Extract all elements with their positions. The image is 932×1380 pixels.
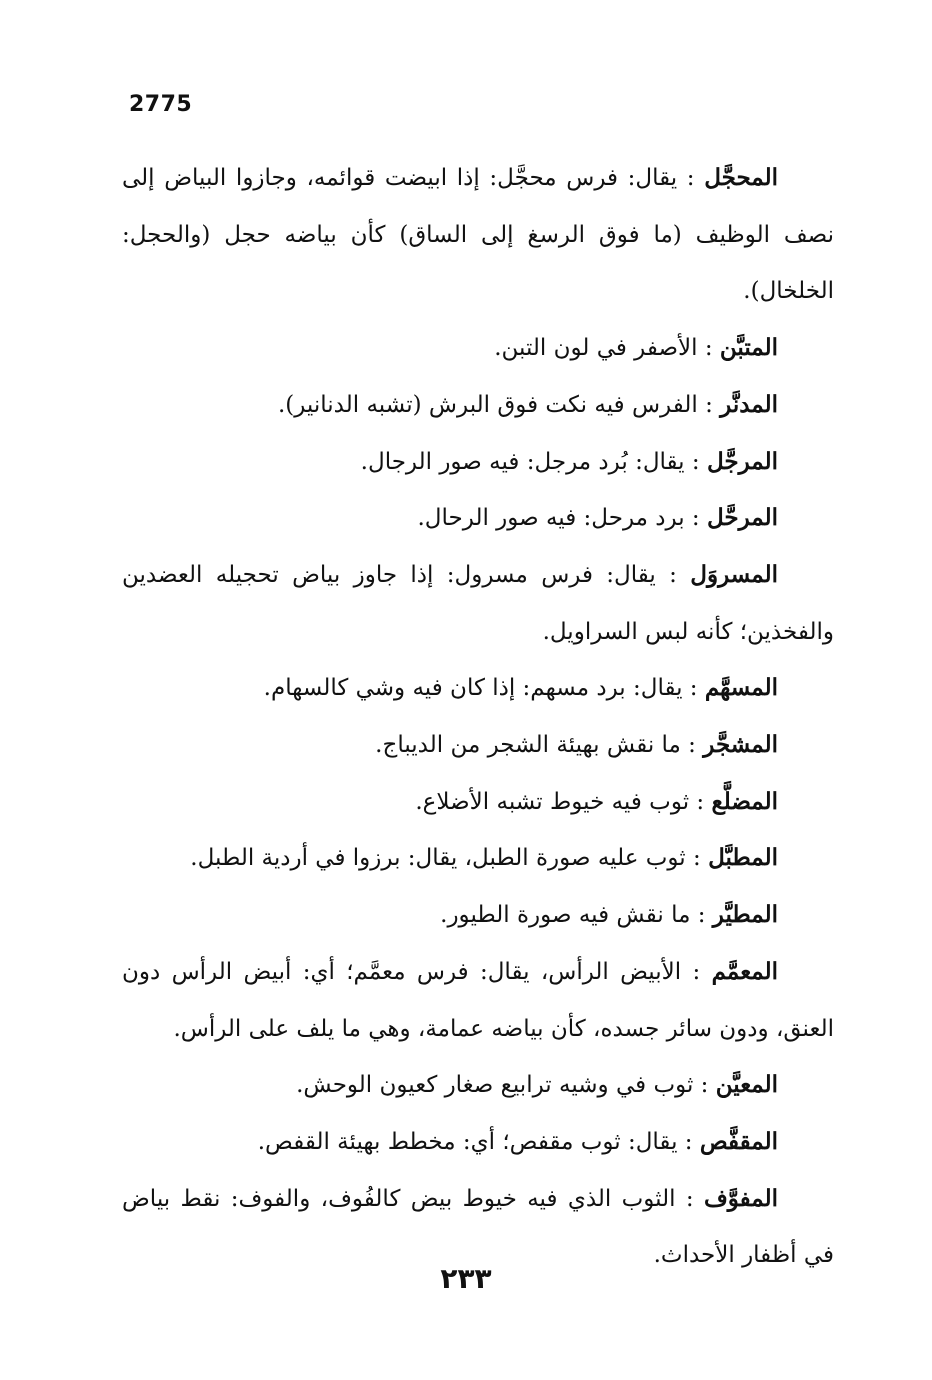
definition: : يقال: برد مسهم: إذا كان فيه وشي كالسهام. — [263, 675, 698, 702]
entry — [122, 774, 834, 831]
headword: المقفَّص — [699, 1127, 778, 1155]
entry — [122, 887, 834, 944]
entry — [122, 830, 834, 887]
definition: : يقال: بُرد مرجل: فيه صور الرجال. — [360, 448, 700, 475]
entry — [122, 150, 834, 320]
definition: : يقال: فرس مسرول: إذا جاوز بياض تحجيله العضدين والفخذين؛ كأنه لبس السراويل. — [122, 561, 834, 645]
entry — [122, 717, 834, 774]
entry — [122, 377, 834, 434]
definition: : الفرس فيه نكت فوق البرش (تشبه الدنانير). — [277, 391, 713, 418]
entry — [122, 944, 834, 1057]
entry — [122, 660, 834, 717]
definition: : ثوب فيه خيوط تشبه الأضلاع. — [415, 788, 705, 815]
entry — [122, 490, 834, 547]
definition: : ثوب عليه صورة الطبل، يقال: برزوا في أردية الطبل. — [190, 845, 701, 872]
headword: المعيَّن — [715, 1071, 778, 1099]
headword: المرجَّل — [706, 447, 778, 475]
headword: المضلَّع — [711, 787, 778, 815]
headword: المطيَّر — [712, 901, 778, 929]
definition: : الثوب الذي فيه خيوط بيض كالفُوف، والفوف: نقط بياض في أظفار الأحداث. — [122, 1185, 834, 1269]
page-number: ٢٣٣ — [440, 1262, 492, 1295]
headword: المرحَّل — [706, 504, 778, 532]
entry — [122, 434, 834, 491]
definition: : الأبيض الرأس، يقال: فرس معمَّم؛ أي: أبيض الرأس دون العنق، ودون سائر جسده، كأن بياضه عمامة، وهي ما يلف على الرأس. — [122, 958, 834, 1042]
entry — [122, 1057, 834, 1114]
definition: : الأصفر في لون التبن. — [494, 335, 713, 362]
definition: : برد مرحل: فيه صور الرحال. — [417, 505, 700, 532]
headword: المدنَّر — [720, 390, 778, 418]
headword: المسروَل — [690, 560, 779, 588]
definition: : ما نقش فيه صورة الطيور. — [440, 902, 706, 929]
definition: : يقال: فرس محجَّل: إذا ابيضت قوائمه، وجازوا البياض إلى نصف الوظيف (ما فوق الرسغ إلى الساق) كأن بياضه حجل (والحجل: الخلخال). — [122, 165, 834, 305]
headword: المشجَّر — [703, 731, 778, 759]
page-body — [122, 150, 834, 1284]
headword: المحجَّل — [704, 164, 778, 191]
entry — [122, 547, 834, 660]
header-number: 2775 — [129, 92, 193, 117]
headword: المطبَّل — [708, 844, 778, 872]
headword: المفوَّف — [703, 1184, 779, 1212]
definition: : يقال: ثوب مقفص؛ أي: مخطط بهيئة القفص. — [257, 1128, 693, 1155]
entry — [122, 1114, 834, 1171]
entry — [122, 320, 834, 377]
headword: المتبَّن — [719, 334, 778, 362]
headword: المسهَّم — [704, 674, 778, 702]
headword: المعمَّم — [711, 957, 778, 985]
definition: : ما نقش بهيئة الشجر من الديباج. — [375, 732, 696, 759]
definition: : ثوب في وشيه ترابيع صغار كعيون الوحش. — [296, 1072, 709, 1099]
